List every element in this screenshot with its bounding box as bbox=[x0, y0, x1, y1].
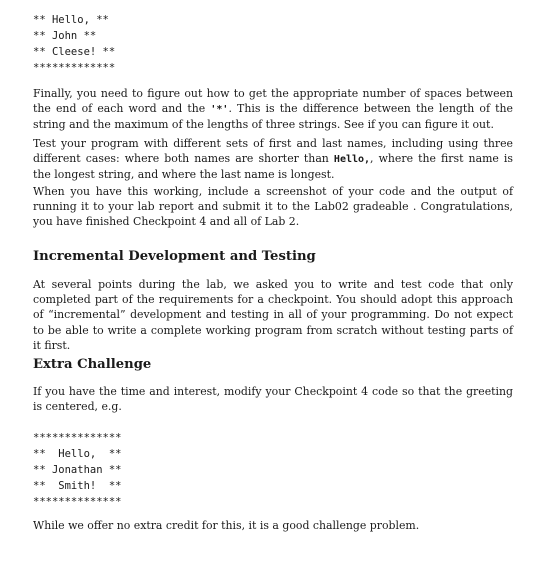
section-body: If you have the time and interest, modify your Checkpoint 4 code so that the greeting is centered, e.g. bbox=[33, 385, 513, 414]
code-line: ** John ** bbox=[33, 30, 97, 42]
code-line: ************** bbox=[33, 432, 122, 444]
section-heading: Extra Challenge bbox=[33, 357, 152, 372]
paragraph-submission: When you have this working, include a screenshot of your code and the output of running it to your lab report and submit it to the Lab02 gradeable . Congratulations, you have finished Checkpoint 4 and all of Lab 2. bbox=[33, 185, 513, 229]
paragraph-closing: While we offer no extra credit for this, it is a good challenge problem. bbox=[33, 519, 420, 532]
paragraph-test-instructions bbox=[33, 136, 513, 183]
section-body: At several points during the lab, we asked you to write and test code that only completed part of the requirements for a checkpoint. You should adopt this approach of “incremental” development and testing in all of your programming. Do not expect to be able to write a complete working program from scratch without testing parts of it first. bbox=[33, 278, 513, 352]
paragraph-spacing-instructions bbox=[33, 86, 513, 133]
paragraph-text: Finally, you need to figure out how to get the appropriate number of spaces between the end of each word and the bbox=[33, 87, 513, 116]
code-line: ** Smith! ** bbox=[33, 480, 122, 492]
code-line: ** Hello, ** bbox=[33, 14, 109, 26]
inline-code: '*' bbox=[210, 104, 229, 116]
paragraph-text: Test your program with different sets of first and last names, including using three different cases: where both names are shorter than bbox=[33, 137, 513, 166]
paragraph-text: , where the first name is the longest string, and where the last name is longest. bbox=[33, 152, 513, 182]
code-line: ************** bbox=[33, 496, 122, 508]
code-line: ** Hello, ** bbox=[33, 448, 122, 460]
paragraph-text: . This is the difference between the length of the string and the maximum of the lengths of three strings. See if you can figure it out. bbox=[33, 102, 513, 132]
code-line: ************* bbox=[33, 62, 116, 74]
code-line: ** Cleese! ** bbox=[33, 46, 116, 58]
code-line: ** Jonathan ** bbox=[33, 464, 122, 476]
section-heading: Incremental Development and Testing bbox=[33, 249, 316, 264]
inline-code: Hello, bbox=[333, 154, 371, 166]
